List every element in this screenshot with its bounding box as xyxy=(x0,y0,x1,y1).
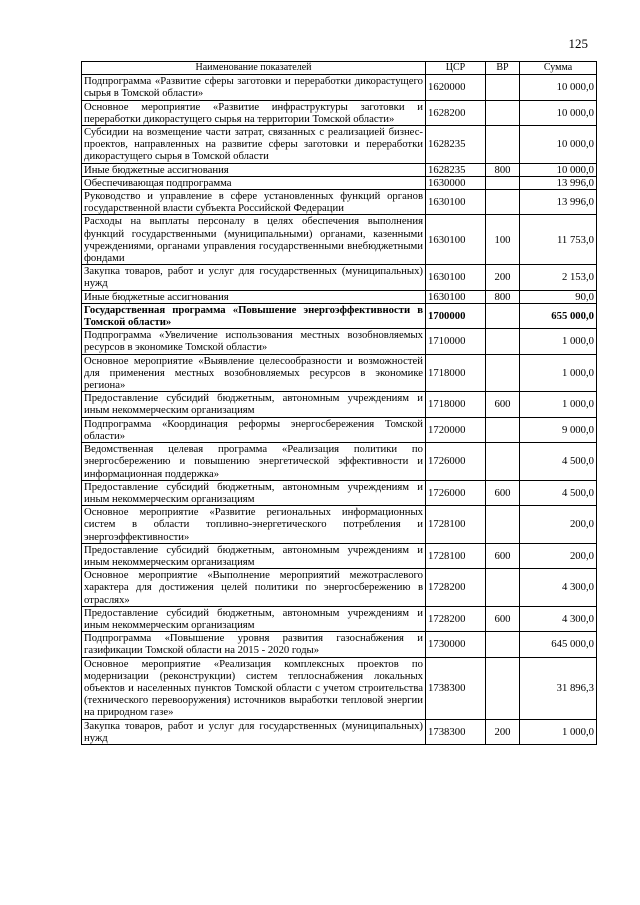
row-name-cell: Подпрограмма «Координация реформы энергосбережения Томской области» xyxy=(82,417,426,442)
table-row xyxy=(82,506,597,544)
row-vr-cell xyxy=(486,506,520,544)
row-name-cell: Закупка товаров, работ и услуг для государственных (муниципальных) нужд xyxy=(82,719,426,744)
row-sum-cell: 200,0 xyxy=(520,543,597,568)
row-csr-cell: 1718000 xyxy=(426,392,486,417)
table-row xyxy=(82,215,597,265)
row-vr-cell xyxy=(486,443,520,481)
row-name-cell: Подпрограмма «Увеличение использования местных возобновляемых ресурсов в экономике Томской области» xyxy=(82,329,426,354)
row-name-cell: Подпрограмма «Развитие сферы заготовки и переработки дикорастущего сырья в Томской области» xyxy=(82,75,426,100)
row-name-cell: Предоставление субсидий бюджетным, автономным учреждениям и иным некоммерческим организациям xyxy=(82,392,426,417)
row-name-cell: Руководство и управление в сфере установленных функций органов государственной власти субъекта Российской Федерации xyxy=(82,190,426,215)
row-csr-cell: 1726000 xyxy=(426,443,486,481)
column-header-csr: ЦСР xyxy=(426,62,486,75)
row-name-cell: Подпрограмма «Повышение уровня развития газоснабжения и газификации Томской области на 2015 - 2020 годы» xyxy=(82,632,426,657)
row-sum-cell: 1 000,0 xyxy=(520,354,597,392)
table-row xyxy=(82,392,597,417)
row-name-cell: Основное мероприятие «Выполнение мероприятий межотраслевого характера для достижения целей политики по энергосбережению в отраслях» xyxy=(82,569,426,607)
row-vr-cell: 800 xyxy=(486,163,520,176)
row-csr-cell: 1728100 xyxy=(426,543,486,568)
row-vr-cell xyxy=(486,417,520,442)
row-csr-cell: 1728100 xyxy=(426,506,486,544)
row-vr-cell xyxy=(486,329,520,354)
row-sum-cell: 10 000,0 xyxy=(520,75,597,100)
row-csr-cell: 1700000 xyxy=(426,303,486,328)
row-csr-cell: 1726000 xyxy=(426,480,486,505)
table-row xyxy=(82,190,597,215)
row-name-cell: Основное мероприятие «Развитие региональных информационных систем в области топливно-энергетического потребления и энергоэффективности» xyxy=(82,506,426,544)
row-csr-cell: 1628200 xyxy=(426,100,486,125)
row-csr-cell: 1738300 xyxy=(426,719,486,744)
row-name-cell: Предоставление субсидий бюджетным, автономным учреждениям и иным некоммерческим организациям xyxy=(82,543,426,568)
row-vr-cell xyxy=(486,190,520,215)
row-vr-cell: 800 xyxy=(486,290,520,303)
row-sum-cell: 4 300,0 xyxy=(520,606,597,631)
row-vr-cell xyxy=(486,126,520,164)
table-row xyxy=(82,719,597,744)
table-row xyxy=(82,632,597,657)
table-row xyxy=(82,75,597,100)
row-csr-cell: 1728200 xyxy=(426,606,486,631)
row-sum-cell: 90,0 xyxy=(520,290,597,303)
row-sum-cell: 1 000,0 xyxy=(520,392,597,417)
row-csr-cell: 1718000 xyxy=(426,354,486,392)
row-vr-cell xyxy=(486,657,520,719)
table-row xyxy=(82,354,597,392)
row-vr-cell: 600 xyxy=(486,392,520,417)
budget-table xyxy=(81,61,597,745)
row-name-cell: Расходы на выплаты персоналу в целях обеспечения выполнения функций государственными (муниципальными) органами, казенными учреждениями, органами управления государственными внебюджетными фондами xyxy=(82,215,426,265)
row-name-cell: Иные бюджетные ассигнования xyxy=(82,290,426,303)
table-row xyxy=(82,176,597,189)
row-vr-cell xyxy=(486,75,520,100)
row-name-cell: Обеспечивающая подпрограмма xyxy=(82,176,426,189)
table-row xyxy=(82,443,597,481)
row-vr-cell: 600 xyxy=(486,606,520,631)
row-name-cell: Основное мероприятие «Реализация комплексных проектов по модернизации (реконструкции) систем теплоснабжения локальных объектов и населенных пунктов Томской области с учетом строительства (технического перевооружения) источников выработки тепловой энергии на природном газе» xyxy=(82,657,426,719)
row-sum-cell: 13 996,0 xyxy=(520,176,597,189)
row-csr-cell: 1730000 xyxy=(426,632,486,657)
row-csr-cell: 1630000 xyxy=(426,176,486,189)
table-body xyxy=(82,75,597,745)
table-header-row xyxy=(82,62,597,75)
row-csr-cell: 1628235 xyxy=(426,163,486,176)
row-sum-cell: 4 300,0 xyxy=(520,569,597,607)
row-sum-cell: 4 500,0 xyxy=(520,443,597,481)
row-vr-cell: 600 xyxy=(486,480,520,505)
column-header-sum: Сумма xyxy=(520,62,597,75)
row-csr-cell: 1628235 xyxy=(426,126,486,164)
row-name-cell: Предоставление субсидий бюджетным, автономным учреждениям и иным некоммерческим организациям xyxy=(82,480,426,505)
row-vr-cell: 600 xyxy=(486,543,520,568)
row-csr-cell: 1738300 xyxy=(426,657,486,719)
row-csr-cell: 1728200 xyxy=(426,569,486,607)
row-sum-cell: 1 000,0 xyxy=(520,719,597,744)
row-name-cell: Иные бюджетные ассигнования xyxy=(82,163,426,176)
row-csr-cell: 1630100 xyxy=(426,265,486,290)
row-vr-cell: 100 xyxy=(486,215,520,265)
table-row xyxy=(82,657,597,719)
row-csr-cell: 1630100 xyxy=(426,190,486,215)
row-csr-cell: 1630100 xyxy=(426,215,486,265)
row-csr-cell: 1620000 xyxy=(426,75,486,100)
row-sum-cell: 2 153,0 xyxy=(520,265,597,290)
row-name-cell: Закупка товаров, работ и услуг для государственных (муниципальных) нужд xyxy=(82,265,426,290)
row-vr-cell xyxy=(486,100,520,125)
row-csr-cell: 1720000 xyxy=(426,417,486,442)
row-vr-cell xyxy=(486,303,520,328)
row-sum-cell: 1 000,0 xyxy=(520,329,597,354)
row-vr-cell xyxy=(486,354,520,392)
row-sum-cell: 645 000,0 xyxy=(520,632,597,657)
table-row xyxy=(82,543,597,568)
row-sum-cell: 10 000,0 xyxy=(520,163,597,176)
table-row xyxy=(82,569,597,607)
row-sum-cell: 9 000,0 xyxy=(520,417,597,442)
row-name-cell: Государственная программа «Повышение энергоэффективности в Томской области» xyxy=(82,303,426,328)
row-sum-cell: 200,0 xyxy=(520,506,597,544)
row-vr-cell xyxy=(486,176,520,189)
table-row xyxy=(82,480,597,505)
table-row xyxy=(82,265,597,290)
row-sum-cell: 10 000,0 xyxy=(520,100,597,125)
table-row xyxy=(82,606,597,631)
table-row xyxy=(82,290,597,303)
page-number: 125 xyxy=(568,36,588,51)
row-sum-cell: 4 500,0 xyxy=(520,480,597,505)
table-row xyxy=(82,329,597,354)
row-sum-cell: 10 000,0 xyxy=(520,126,597,164)
row-name-cell: Субсидии на возмещение части затрат, связанных с реализацией бизнес-проектов, направленных на развитие сферы заготовки и переработки дикорастущего сырья в Томской области xyxy=(82,126,426,164)
row-sum-cell: 31 896,3 xyxy=(520,657,597,719)
row-name-cell: Основное мероприятие «Выявление целесообразности и возможностей для применения местных возобновляемых ресурсов в экономике региона» xyxy=(82,354,426,392)
row-vr-cell xyxy=(486,569,520,607)
table-row xyxy=(82,163,597,176)
column-header-name: Наименование показателей xyxy=(82,62,426,75)
table-row xyxy=(82,303,597,328)
row-name-cell: Ведомственная целевая программа «Реализация политики по энергосбережению и повышению энергетической эффективности и информационная поддержка» xyxy=(82,443,426,481)
table-row xyxy=(82,417,597,442)
table-row xyxy=(82,100,597,125)
row-name-cell: Основное мероприятие «Развитие инфраструктуры заготовки и переработки дикорастущего сырья на территории Томской области» xyxy=(82,100,426,125)
row-sum-cell: 13 996,0 xyxy=(520,190,597,215)
row-vr-cell xyxy=(486,632,520,657)
row-csr-cell: 1630100 xyxy=(426,290,486,303)
table-row xyxy=(82,126,597,164)
row-vr-cell: 200 xyxy=(486,719,520,744)
row-name-cell: Предоставление субсидий бюджетным, автономным учреждениям и иным некоммерческим организациям xyxy=(82,606,426,631)
row-sum-cell: 655 000,0 xyxy=(520,303,597,328)
row-sum-cell: 11 753,0 xyxy=(520,215,597,265)
row-csr-cell: 1710000 xyxy=(426,329,486,354)
row-vr-cell: 200 xyxy=(486,265,520,290)
column-header-vr: ВР xyxy=(486,62,520,75)
